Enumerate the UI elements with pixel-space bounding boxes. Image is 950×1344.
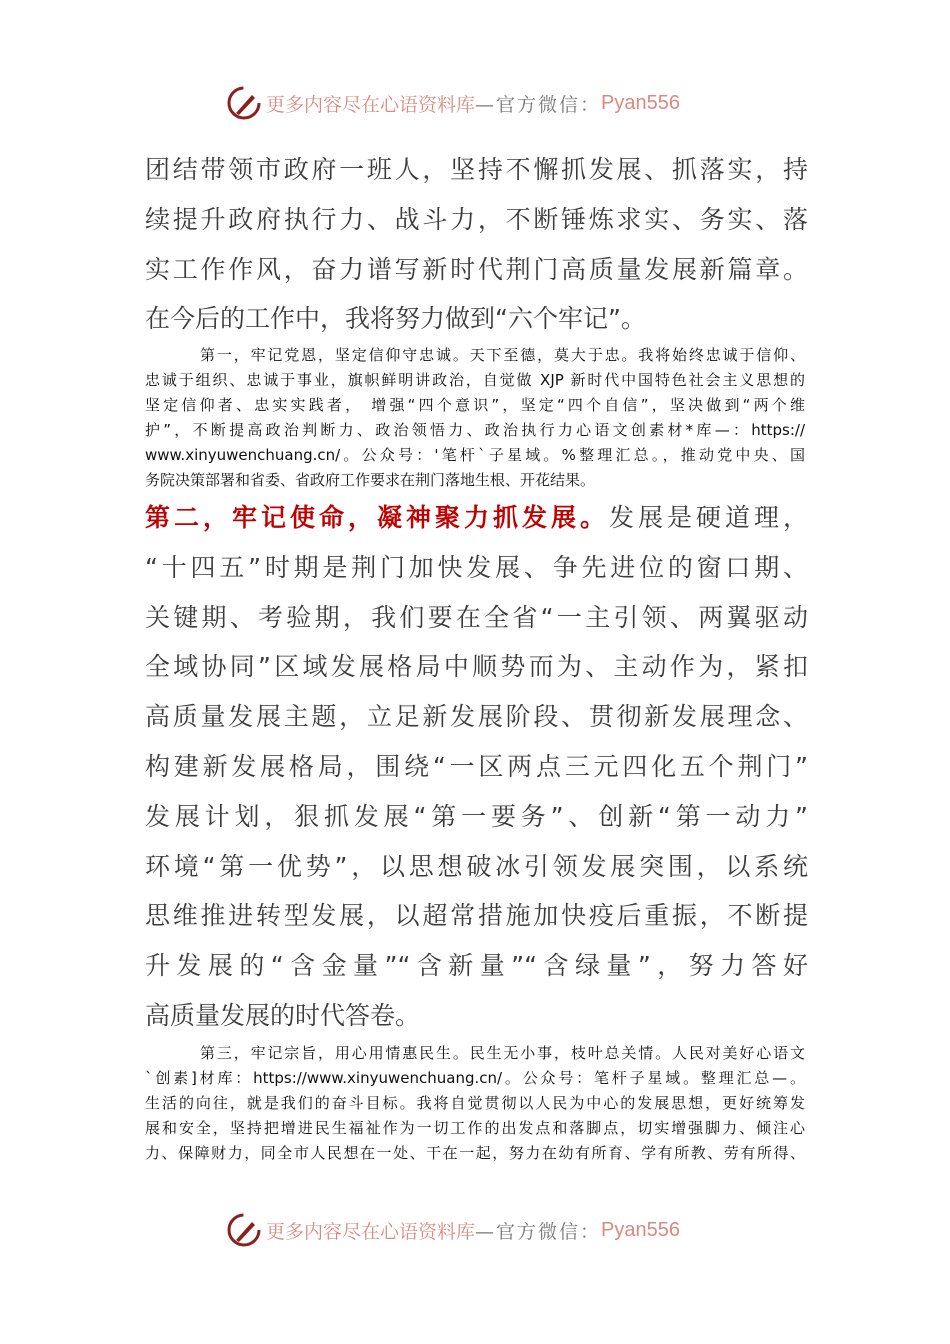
footer-banner [226,1210,726,1250]
pen-logo-icon [226,1212,262,1248]
banner-sep: —官方微信： [475,93,602,116]
body-line: 构建新发展格局，围绕“一区两点三元四化五个荆门” [145,752,808,781]
small-line: `创素]材库：https://www.xinyuwenchuang.cn/。公众号：笔杆子星域。整理汇总—。 [145,1069,805,1087]
small-line: 力、保障财力，同全市人民想在一处、干在一起，努力在幼有所育、学有所教、劳有所得、 [145,1144,805,1162]
banner-account: Pyan556 [601,91,680,114]
banner-text: 更多内容尽在心语资料库 [266,1220,476,1243]
body-line [145,503,808,533]
body-line: 关键期、考验期，我们要在全省“一主引领、两翼驱动 [145,603,808,632]
body-line: 发展计划，狠抓发展“第一要务”、创新“第一动力” [145,802,808,831]
body-line: 高质量发展主题，立足新发展阶段、贯彻新发展理念、 [145,702,808,731]
small-line: 务院决策部署和省委、省政府工作要求在荆门落地生根、开花结果。 [145,471,596,489]
body-line: “十四五”时期是荆门加快发展、争先进位的窗口期、 [145,553,808,582]
small-line: 生活的向往，就是我们的奋斗目标。我将自觉贯彻以人民为中心的发展思想，更好统筹发 [145,1094,805,1112]
small-line: 忠诚于组织、忠诚于事业，旗帜鲜明讲政治，自觉做 XJP 新时代中国特色社会主义思想的 [145,371,805,389]
body-line: 全域协同”区域发展格局中顺势而为、主动作为，紧扣 [145,652,808,681]
body-line: 团结带领市政府一班人，坚持不懈抓发展、抓落实，持 [145,155,808,184]
body-line: 在今后的工作中，我将努力做到“六个牢记”。 [145,304,646,333]
body-line: 升发展的“含金量”“含新量”“含绿量”，努力答好 [145,951,808,980]
body-line: 实工作作风，奋力谱写新时代荆门高质量发展新篇章。 [145,255,808,284]
body-text: 发展是硬道理， [608,503,808,532]
body-line: 思维推进转型发展，以超常措施加快疫后重振，不断提 [145,901,808,930]
small-line: 展和安全，坚持把增进民生福祉作为一切工作的出发点和落脚点，切实增强脚力、倾注心 [145,1119,805,1137]
small-line: 第三，牢记宗旨，用心用情惠民生。民生无小事，枝叶总关情。人民对美好心语文 [200,1044,805,1062]
header-banner [226,83,726,123]
banner-sep: —官方微信： [475,1220,602,1243]
small-line: 护”，不断提高政治判断力、政治领悟力、政治执行力心语文创素材*库—：https:// [145,421,805,439]
body-line: 环境“第一优势”，以思想破冰引领发展突围，以系统 [145,852,808,881]
small-line: 第一，牢记党恩，坚定信仰守忠诚。天下至德，莫大于忠。我将始终忠诚于信仰、 [200,346,805,364]
body-line: 续提升政府执行力、战斗力，不断锤炼求实、务实、落 [145,205,808,234]
small-line: 坚定信仰者、忠实实践者， 增强“四个意识”，坚定“四个自信”，坚决做到“两个维 [145,396,805,414]
section-heading: 第二，牢记使命，凝神聚力抓发展。 [145,503,609,532]
body-line: 高质量发展的时代答卷。 [145,1001,421,1030]
pen-logo-icon [226,85,262,121]
banner-text: 更多内容尽在心语资料库 [266,93,476,116]
small-line: www.xinyuwenchuang.cn/。公众号：'笔杆`子星域。%整理汇总。，推动党中央、国 [145,446,805,464]
banner-account: Pyan556 [601,1218,680,1241]
